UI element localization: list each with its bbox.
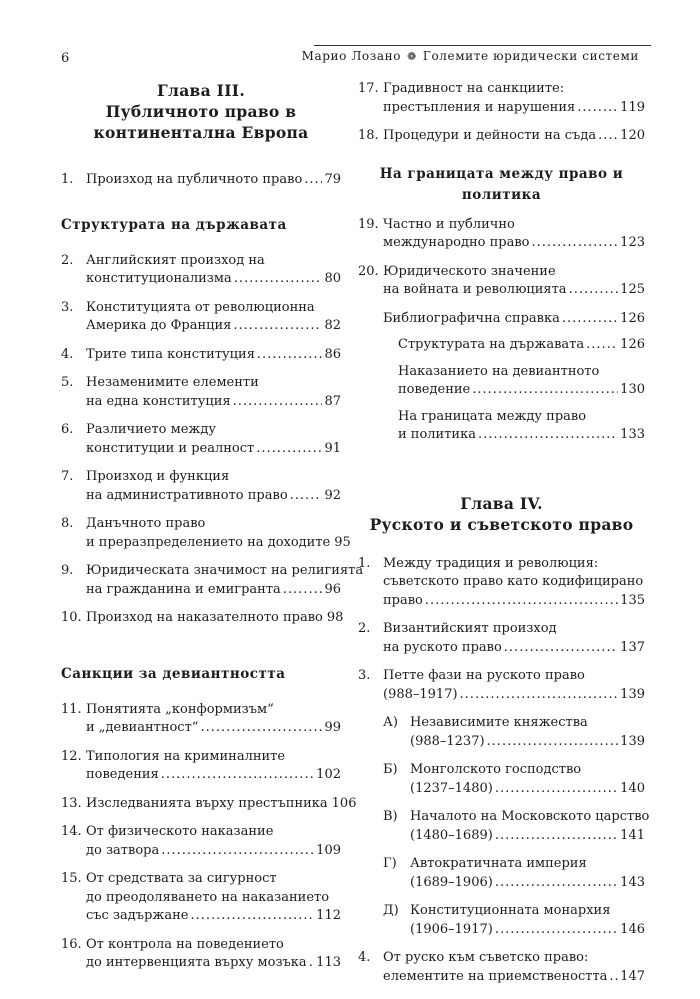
entry-title — [383, 263, 645, 300]
toc-entry[interactable] — [61, 609, 344, 628]
entry-title — [410, 808, 650, 845]
entry-number: 17. — [358, 81, 379, 96]
entry-title-text: Произход на наказателното право — [86, 610, 323, 625]
entry-title-text: (1906–1917) — [410, 921, 493, 937]
entry-title-line: Юридическото значение — [383, 263, 556, 279]
toc-entry[interactable] — [358, 949, 645, 986]
entry-number: 5. — [61, 375, 74, 390]
entry-last-line — [86, 842, 341, 861]
entry-page-number: 99 — [324, 720, 341, 735]
entry-last-line — [86, 609, 344, 628]
toc-entry[interactable] — [358, 555, 645, 611]
entry-page-number: 130 — [620, 382, 645, 397]
entry-last-line — [86, 907, 341, 926]
toc-entry[interactable] — [383, 902, 645, 939]
entry-title — [383, 80, 645, 117]
entry-title — [410, 855, 645, 892]
entry-page-number: 102 — [316, 767, 341, 782]
chapter-title-line: континентална Европа — [93, 123, 309, 142]
toc-entry[interactable] — [358, 620, 645, 657]
entry-page-number: 146 — [620, 921, 645, 937]
toc-entry[interactable] — [61, 870, 341, 926]
dot-leader — [161, 842, 314, 861]
entry-title — [86, 421, 341, 458]
entry-page-number: 123 — [620, 235, 645, 250]
dot-leader — [161, 766, 314, 785]
entry-page-number: 141 — [620, 827, 645, 843]
entry-title-text: и преразпределението на доходите — [86, 534, 331, 550]
entry-last-line — [86, 270, 341, 289]
entry-title-line: Незаменимите елементи — [86, 375, 259, 390]
entry-number: 3. — [61, 299, 74, 315]
toc-entry[interactable] — [61, 346, 341, 365]
entry-last-line — [383, 310, 645, 329]
entry-title-line: От средствата за сигурност — [86, 871, 277, 886]
entry-title-text: Произход на публичното право — [86, 172, 303, 187]
entry-title-line: От физическото наказание — [86, 824, 274, 839]
entry-title — [383, 216, 645, 253]
toc-entry[interactable] — [398, 363, 645, 400]
dot-leader — [190, 907, 314, 926]
entry-number: 19. — [358, 216, 379, 232]
entry-title-text: конституции и реалност — [86, 440, 255, 456]
entry-title — [86, 171, 341, 190]
entry-title-text: и политика — [398, 427, 476, 442]
entry-title-line: Юридическата значимост на религията — [86, 563, 364, 578]
entry-page-number: 106 — [331, 795, 357, 811]
entry-page-number: 143 — [620, 874, 645, 890]
dot-leader — [460, 686, 619, 705]
entry-title-line: съветското право като кодифицирано — [383, 574, 644, 589]
entry-title-text: (988–1237) — [410, 733, 485, 749]
entry-title-line: Автократичната империя — [410, 856, 587, 871]
entry-title-line: Петте фази на руското право — [383, 668, 585, 683]
entry-title-text: право — [383, 592, 423, 608]
dot-leader — [304, 171, 322, 190]
toc-entry[interactable] — [358, 667, 645, 704]
running-head — [302, 49, 639, 63]
right-column — [358, 80, 650, 996]
dot-leader — [290, 487, 323, 506]
entry-title-text: на руското право — [383, 639, 502, 655]
entry-page-number: 139 — [620, 686, 645, 702]
entry-title-line: Градивност на санкциите: — [383, 81, 565, 96]
entry-page-number: 135 — [620, 592, 645, 608]
entry-last-line — [410, 921, 645, 940]
entry-number: 2. — [61, 252, 74, 268]
chapter-title-line: Публичното право в — [105, 102, 297, 121]
entry-number: 1. — [358, 555, 371, 571]
entry-last-line — [383, 281, 645, 300]
entry-title-text: (988–1917) — [383, 686, 458, 702]
dot-leader — [495, 780, 618, 799]
flower-ornament-icon: ❁ — [407, 50, 417, 63]
entry-number: Б) — [383, 762, 398, 777]
toc-entry[interactable] — [61, 562, 364, 599]
entry-page-number: 80 — [324, 271, 341, 286]
entry-title — [86, 374, 341, 411]
entry-page-number: 133 — [620, 427, 645, 442]
toc-entry[interactable] — [358, 216, 645, 253]
toc-entry[interactable] — [61, 468, 341, 505]
entry-number: 10. — [61, 610, 82, 625]
entry-title-line: От руско към съветско право: — [383, 950, 589, 965]
section-title-line: политика — [461, 186, 542, 203]
entry-title-text: Америка до Франция — [86, 318, 232, 333]
entry-title — [86, 468, 341, 505]
entry-title — [410, 761, 645, 798]
entry-title-line: Типология на криминалните — [86, 748, 286, 764]
entry-page-number: 79 — [324, 172, 341, 187]
entry-title-line: Началото на Московското царство — [410, 809, 650, 824]
section-title: Санкции за девиантността — [61, 665, 286, 682]
entry-last-line — [86, 795, 357, 814]
entry-last-line — [86, 487, 341, 506]
entry-title-text: (1237–1480) — [410, 780, 493, 796]
toc-entry[interactable] — [61, 748, 341, 785]
entry-title-text: на гражданина и емигранта — [86, 581, 281, 597]
entry-title — [383, 555, 645, 611]
toc-entry[interactable] — [61, 936, 341, 973]
dot-leader — [562, 310, 618, 329]
chapter-title-line: Руското и съветското право — [369, 514, 634, 534]
section-title: Структурата на държавата — [61, 216, 287, 233]
toc-entry[interactable] — [383, 808, 650, 845]
entry-page-number: 87 — [324, 393, 341, 409]
entry-last-line — [383, 127, 645, 146]
entry-title-line: Данъчното право — [86, 516, 206, 531]
dot-leader — [487, 733, 619, 752]
entry-title-text: международно право — [383, 235, 530, 250]
entry-title — [383, 310, 645, 329]
dot-leader — [234, 270, 323, 289]
entry-number: 18. — [358, 128, 379, 143]
dot-leader — [309, 954, 314, 973]
entry-last-line — [383, 639, 645, 658]
entry-page-number: 98 — [326, 610, 344, 625]
entry-title — [86, 701, 341, 738]
entry-last-line — [86, 393, 341, 412]
entry-title — [86, 795, 357, 814]
entry-page-number: 126 — [620, 337, 645, 352]
entry-title — [86, 562, 364, 599]
entry-page-number: 120 — [620, 128, 645, 143]
toc-entry[interactable] — [61, 171, 341, 190]
entry-number: Г) — [383, 856, 397, 871]
toc-entry[interactable] — [61, 421, 341, 458]
chapter-number: Глава III. — [156, 81, 246, 100]
toc-entry[interactable] — [61, 823, 341, 860]
section-title-line: На границата между право и — [379, 165, 624, 182]
entry-title — [398, 408, 645, 445]
entry-page-number: 86 — [324, 346, 341, 362]
entry-last-line — [86, 346, 341, 365]
chapter-number: Глава IV. — [460, 493, 543, 513]
entry-title-line: Монголското господство — [410, 762, 582, 777]
entry-title — [383, 620, 645, 657]
book-title: Големите юридически системи — [422, 49, 639, 63]
toc-entry[interactable] — [383, 714, 645, 751]
toc-entry[interactable] — [398, 336, 645, 355]
toc-entry[interactable] — [358, 80, 645, 117]
entry-title — [86, 870, 341, 926]
entry-title-text: елементите на приемствеността — [383, 968, 608, 984]
entry-title-text: до интервенцията върху мозъка — [86, 955, 307, 970]
entry-number: 12. — [61, 748, 82, 764]
toc-entry[interactable] — [61, 701, 341, 738]
entry-title — [410, 902, 645, 939]
dot-leader — [569, 281, 619, 300]
entry-number: А) — [383, 715, 398, 730]
dot-leader — [577, 99, 618, 118]
dot-leader — [495, 827, 618, 846]
toc-entry[interactable] — [61, 795, 357, 814]
entry-title-line: Понятията „конформизъм“ — [86, 701, 274, 717]
entry-title-text: конституционализма — [86, 271, 232, 286]
toc-entry[interactable] — [61, 515, 351, 552]
dot-leader — [283, 581, 323, 600]
entry-last-line — [86, 171, 341, 190]
entry-title-text: (1689–1906) — [410, 874, 493, 890]
dot-leader — [256, 440, 322, 459]
entry-last-line — [86, 766, 341, 785]
entry-number: 1. — [61, 172, 74, 187]
entry-title-line: Различието между — [86, 422, 217, 437]
entry-title — [86, 346, 341, 365]
entry-title-text: Изследванията върху престъпника — [86, 795, 328, 811]
dot-leader — [504, 639, 618, 658]
entry-title-text: Трите типа конституция — [86, 346, 255, 362]
entry-number: В) — [383, 809, 398, 824]
entry-title-text: до затвора — [86, 842, 160, 858]
entry-title-line: Конституционната монархия — [410, 903, 611, 918]
entry-title — [86, 252, 341, 289]
entry-last-line — [398, 426, 645, 445]
entry-number: Д) — [383, 903, 399, 918]
entry-number: 13. — [61, 795, 82, 811]
entry-number: 15. — [61, 871, 82, 886]
entry-page-number: 125 — [620, 282, 645, 297]
entry-number: 8. — [61, 516, 74, 531]
entry-last-line — [86, 719, 341, 738]
entry-page-number: 139 — [620, 733, 645, 749]
dot-leader — [200, 719, 322, 738]
entry-title-text: (1480–1689) — [410, 827, 493, 843]
entry-title-line: до преодоляването на наказанието — [86, 889, 330, 905]
entry-title-text: на административното право — [86, 487, 288, 503]
toc-entry[interactable] — [358, 127, 645, 146]
entry-last-line — [86, 581, 341, 600]
entry-number: 4. — [358, 950, 371, 965]
entry-title-text: на една конституция — [86, 393, 231, 409]
entry-number: 7. — [61, 469, 74, 484]
dot-leader — [598, 127, 618, 146]
dot-leader — [532, 234, 619, 253]
left-column — [61, 80, 364, 983]
entry-last-line — [86, 440, 341, 459]
entry-last-line — [398, 336, 645, 355]
dot-leader — [495, 921, 618, 940]
entry-last-line — [383, 234, 645, 253]
entry-last-line — [383, 686, 645, 705]
dot-leader — [233, 393, 323, 412]
entry-title — [398, 336, 645, 355]
toc-entry[interactable] — [61, 299, 341, 336]
entry-title-line: Византийският произход — [383, 621, 557, 636]
entry-title — [383, 949, 645, 986]
entry-number: 9. — [61, 563, 74, 578]
entry-title — [86, 515, 351, 552]
entry-title-text: Библиографична справка — [383, 310, 560, 326]
dot-leader — [472, 381, 618, 400]
entry-page-number: 140 — [620, 780, 645, 796]
entry-title-text: поведение — [398, 382, 471, 397]
entry-title-text: Структурата на държавата — [398, 337, 585, 352]
entry-page-number: 119 — [620, 99, 645, 115]
entry-title-line: Частно и публично — [383, 216, 515, 232]
toc-entry[interactable] — [61, 374, 341, 411]
entry-title-line: Между традиция и революция: — [383, 555, 599, 571]
entry-last-line — [86, 317, 341, 336]
entry-number: 20. — [358, 263, 379, 279]
bibliography-block — [383, 310, 645, 445]
dot-leader — [495, 874, 618, 893]
entry-title-text: Процедури и дейности на съда — [383, 128, 597, 143]
entry-title-text: със задържане — [86, 908, 189, 923]
entry-title-text: престъпления и нарушения — [383, 99, 576, 115]
entry-title — [410, 714, 645, 751]
entry-number: 3. — [358, 668, 371, 683]
entry-number: 6. — [61, 422, 74, 437]
toc-entry[interactable] — [358, 263, 645, 300]
entry-number: 16. — [61, 936, 82, 952]
entry-title — [86, 748, 341, 785]
entry-title-line: На границата между право — [398, 408, 587, 424]
entry-number: 14. — [61, 824, 82, 839]
entry-title-text: поведения — [86, 767, 159, 782]
entry-last-line — [410, 780, 645, 799]
toc-entry[interactable] — [383, 761, 645, 798]
entry-page-number: 82 — [324, 318, 341, 333]
entry-title — [383, 127, 645, 146]
entry-number: 11. — [61, 701, 82, 717]
dot-leader — [586, 336, 618, 355]
entry-last-line — [398, 381, 645, 400]
chapter-heading — [358, 493, 645, 535]
entry-page-number: 137 — [620, 639, 645, 655]
entry-title-text: и „девиантност“ — [86, 720, 199, 735]
entry-number: 4. — [61, 346, 74, 362]
toc-entry[interactable] — [383, 310, 645, 329]
entry-page-number: 112 — [316, 908, 341, 923]
entry-title — [398, 363, 645, 400]
entry-page-number: 95 — [334, 534, 351, 550]
dot-leader — [257, 346, 323, 365]
entry-title-text: на войната и революцията — [383, 282, 567, 297]
entry-last-line — [383, 968, 645, 987]
entry-title-line: Наказанието на девиантното — [398, 363, 600, 379]
entry-last-line — [383, 99, 645, 118]
entry-last-line — [86, 954, 341, 973]
entry-page-number: 92 — [324, 487, 341, 503]
dot-leader — [478, 426, 618, 445]
entry-title-line: Произход и функция — [86, 469, 230, 484]
entry-title-line: Независимите княжества — [410, 715, 588, 730]
entry-number: 2. — [358, 621, 371, 636]
header-rule — [314, 45, 651, 46]
author-name: Марио Лозано — [301, 49, 402, 63]
entry-page-number: 91 — [324, 440, 341, 456]
section-title — [358, 164, 645, 206]
entry-page-number: 126 — [620, 310, 645, 326]
chapter-heading — [61, 80, 341, 143]
entry-page-number: 147 — [620, 968, 645, 984]
entry-title — [86, 936, 341, 973]
entry-title — [86, 299, 341, 336]
entry-last-line — [383, 592, 645, 611]
entry-title — [86, 823, 341, 860]
entry-title-line: Конституцията от революционна — [86, 299, 315, 315]
entry-title-line: От контрола на поведението — [86, 936, 284, 952]
toc-entry[interactable] — [61, 252, 341, 289]
entry-last-line — [86, 534, 351, 553]
entry-page-number: 113 — [316, 955, 341, 970]
dot-leader — [609, 968, 618, 987]
entry-page-number: 96 — [324, 581, 341, 597]
toc-entry[interactable] — [398, 408, 645, 445]
entry-title — [86, 609, 344, 628]
dot-leader — [233, 317, 322, 336]
page-number: 6 — [61, 51, 70, 66]
entry-last-line — [410, 827, 645, 846]
entry-title-line: Английският произход на — [86, 252, 265, 268]
entry-last-line — [410, 733, 645, 752]
entry-last-line — [410, 874, 645, 893]
entry-page-number: 109 — [316, 842, 341, 858]
dot-leader — [425, 592, 618, 611]
toc-entry[interactable] — [383, 855, 645, 892]
entry-title — [383, 667, 645, 704]
